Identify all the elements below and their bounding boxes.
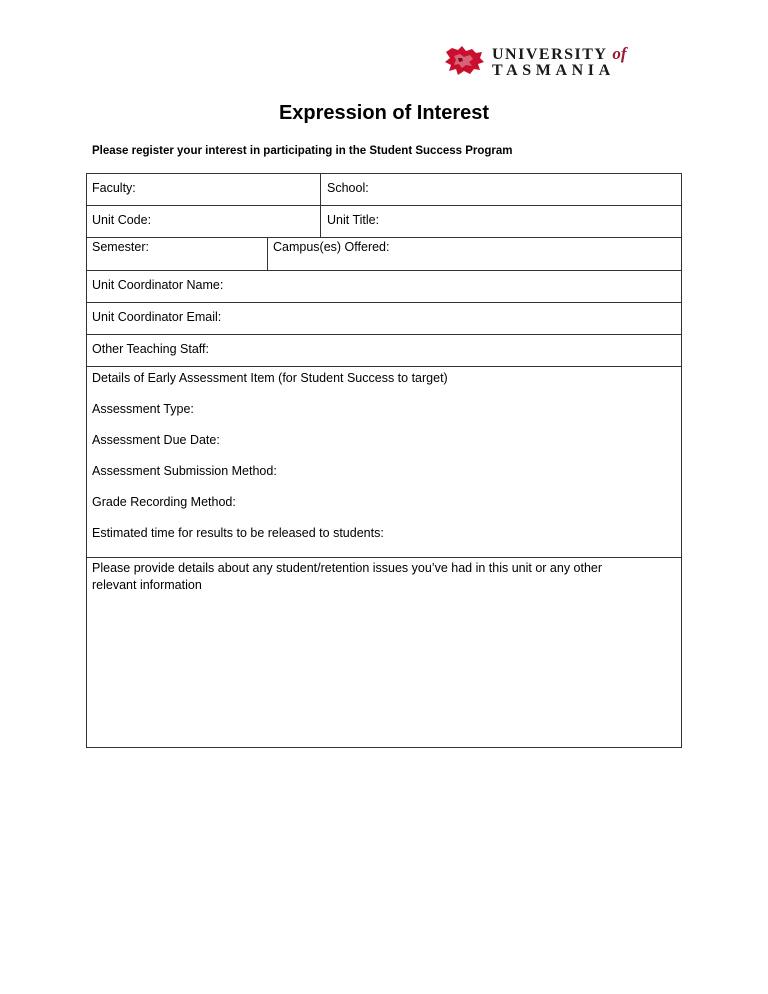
university-logo [442, 44, 682, 80]
grade-recording-label: Grade Recording Method: [92, 495, 236, 509]
row-details[interactable] [87, 558, 681, 747]
school-cell[interactable] [320, 174, 681, 205]
page-title: Expression of Interest [278, 102, 490, 124]
assessment-heading: Details of Early Assessment Item (for Student Success to target) [92, 371, 448, 385]
results-time-label: Estimated time for results to be released to students: [92, 526, 384, 540]
unit-title-label: Unit Title: [327, 213, 380, 227]
row-other-staff[interactable] [87, 335, 681, 367]
semester-label: Semester: [92, 240, 149, 254]
faculty-cell[interactable] [87, 174, 320, 205]
logo-line1: UNIVERSITY of [492, 44, 627, 63]
faculty-label: Faculty: [92, 181, 136, 195]
assessment-submission-label: Assessment Submission Method: [92, 464, 277, 478]
assessment-due-date-label: Assessment Due Date: [92, 433, 220, 447]
campus-label: Campus(es) Offered: [273, 240, 390, 254]
page-subtitle: Please register your interest in participating in the Student Success Program [92, 145, 513, 157]
unit-title-cell[interactable] [320, 206, 681, 237]
unit-code-cell[interactable] [87, 206, 320, 237]
logo-line2: TASMANIA [492, 62, 615, 79]
expression-form [86, 173, 682, 748]
row-unit [87, 206, 681, 238]
lion-emblem-icon [442, 44, 486, 80]
campus-cell[interactable] [267, 238, 681, 270]
row-assessment[interactable] [87, 367, 681, 558]
row-coordinator-name[interactable] [87, 271, 681, 303]
coordinator-name-label: Unit Coordinator Name: [92, 278, 224, 292]
details-line1: Please provide details about any student/retention issues you’ve had in this unit or any other [92, 561, 603, 575]
other-staff-label: Other Teaching Staff: [92, 342, 209, 356]
row-coordinator-email[interactable] [87, 303, 681, 335]
row-semester-campus [87, 238, 681, 271]
row-faculty-school [87, 174, 681, 206]
school-label: School: [327, 181, 369, 195]
logo-of: of [612, 44, 627, 63]
assessment-type-label: Assessment Type: [92, 402, 194, 416]
details-line2: relevant information [92, 578, 202, 592]
coordinator-email-label: Unit Coordinator Email: [92, 310, 222, 324]
unit-code-label: Unit Code: [92, 213, 152, 227]
semester-cell[interactable] [87, 238, 267, 270]
